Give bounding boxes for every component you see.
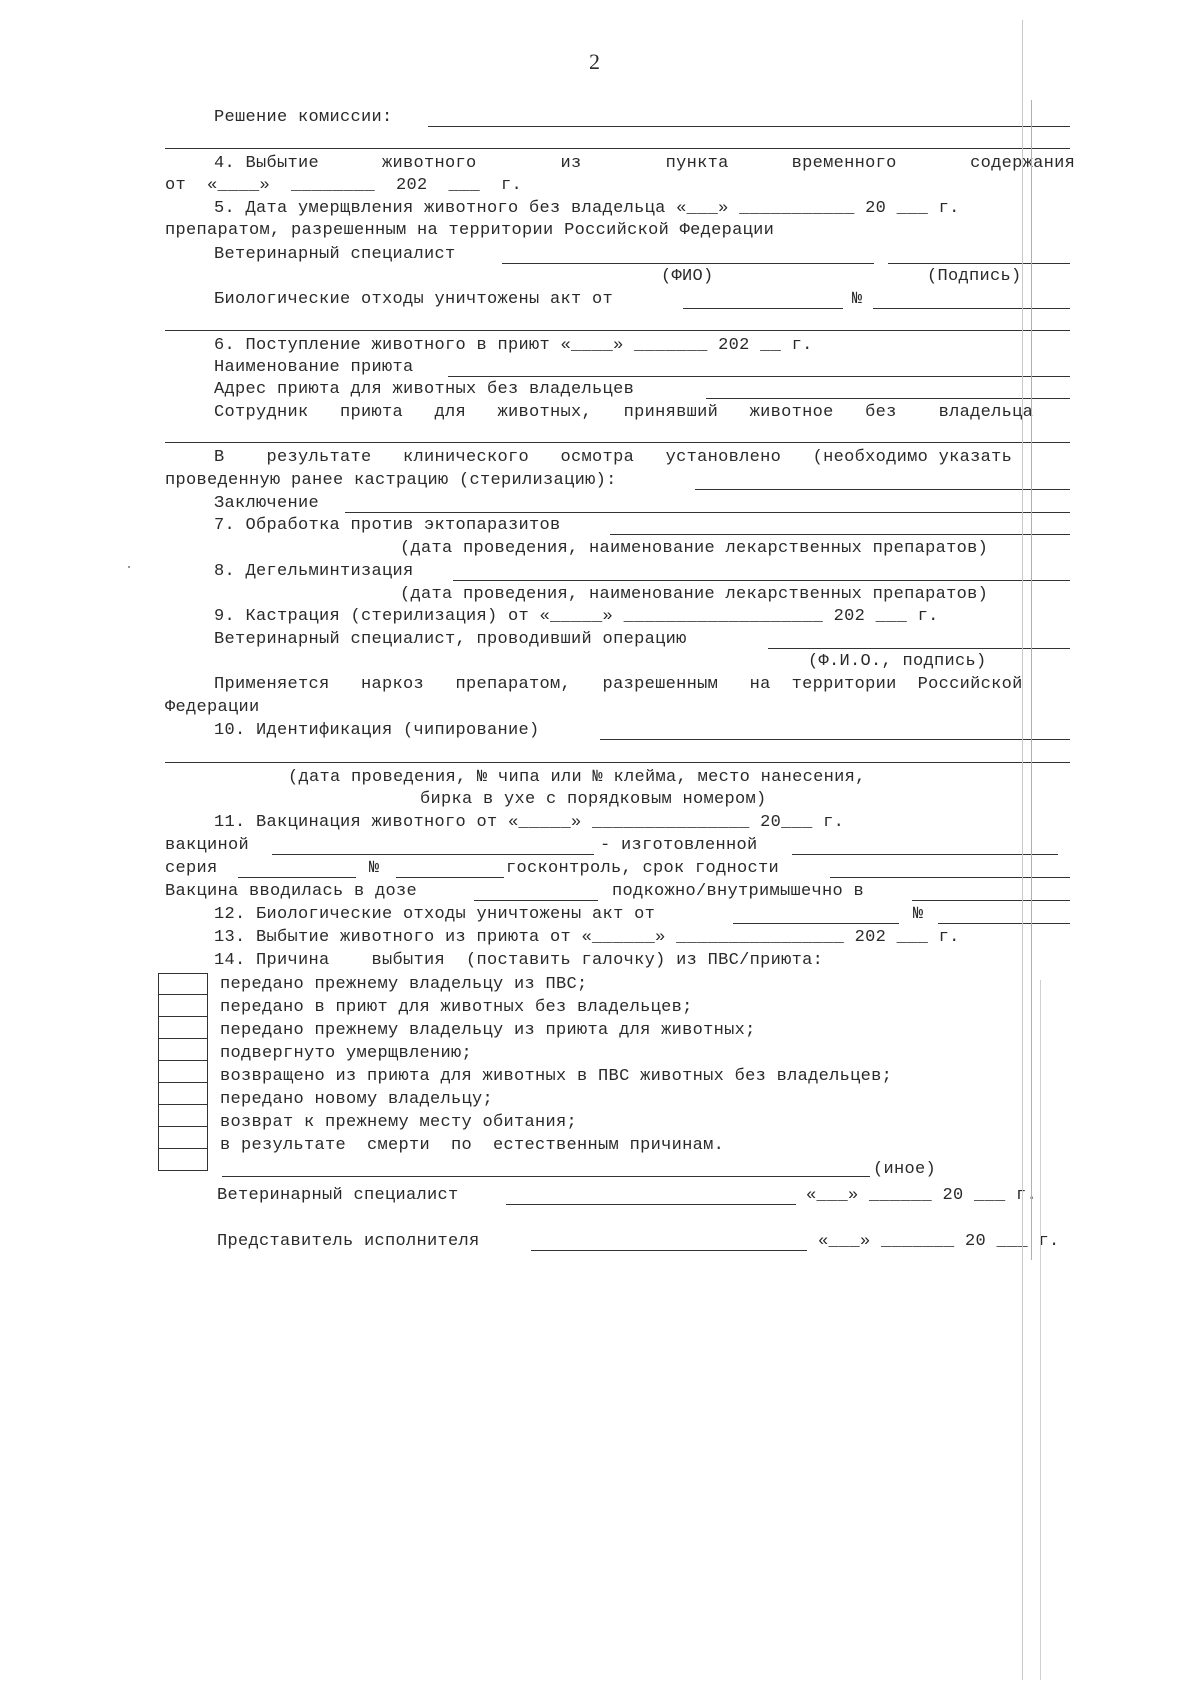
item11-vaccine-label: вакциной <box>165 836 250 855</box>
item7-field[interactable] <box>610 534 1070 535</box>
checkbox-option-3[interactable] <box>158 1017 208 1039</box>
page-number: 2 <box>589 49 601 74</box>
item8-field[interactable] <box>453 580 1070 581</box>
item7-caption: (дата проведения, наименование лекарственных препаратов) <box>400 539 989 558</box>
item5-bio-label: Биологические отходы уничтожены акт от <box>214 290 614 309</box>
scan-artifact-line <box>1031 100 1032 1260</box>
option-label-4: подвергнуто умерщвлению; <box>220 1044 473 1063</box>
checkbox-option-6[interactable] <box>158 1083 208 1105</box>
anesthesia-line2: Федерации <box>165 698 260 717</box>
sig-vet-field[interactable] <box>506 1204 796 1205</box>
item11-control-label: госконтроль, срок годности <box>506 859 780 878</box>
item10-field-line2[interactable] <box>165 762 1070 763</box>
item5-line1: 5. Дата умерщвления животного без владельца «___» ___________ 20 ___ г. <box>214 199 960 218</box>
section-divider <box>165 330 1070 331</box>
exam-conclusion-label: Заключение <box>214 494 320 513</box>
item11-series-field[interactable] <box>238 877 356 878</box>
exam-castration-field[interactable] <box>695 489 1070 490</box>
item5-vet-sign-field[interactable] <box>888 263 1070 264</box>
item5-vet-label: Ветеринарный специалист <box>214 245 456 264</box>
item10-field[interactable] <box>600 739 1070 740</box>
item11-line1: 11. Вакцинация животного от «_____» _______________ 20___ г. <box>214 813 845 832</box>
item6-shelter-address-field[interactable] <box>706 398 1070 399</box>
item10-caption1: (дата проведения, № чипа или № клейма, место нанесения, <box>288 768 866 787</box>
item5-bio-number-field[interactable] <box>873 308 1070 309</box>
other-reason-field[interactable] <box>222 1176 870 1177</box>
item11-route-label: подкожно/внутримышечно в <box>612 882 865 901</box>
item6-line1: 6. Поступление животного в приют «____» _______ 202 __ г. <box>214 336 813 355</box>
item6-shelter-address-label: Адрес приюта для животных без владельцев <box>214 380 635 399</box>
checkbox-option-1[interactable] <box>158 973 208 995</box>
item11-dose-label: Вакцина вводилась в дозе <box>165 882 418 901</box>
checkbox-option-2[interactable] <box>158 995 208 1017</box>
item5-bio-date-field[interactable] <box>683 308 843 309</box>
item13-line1: 13. Выбытие животного из приюта от «______» ________________ 202 ___ г. <box>214 928 960 947</box>
item6-employee-label: Сотрудник приюта для животных, принявший животное без владельца <box>214 403 1034 422</box>
item11-no-label: № <box>369 859 380 878</box>
exam-conclusion-field[interactable] <box>345 512 1070 513</box>
item8-caption: (дата проведения, наименование лекарственных препаратов) <box>400 585 989 604</box>
commission-field[interactable] <box>428 126 1070 127</box>
item10-caption2: бирка в ухе с порядковым номером) <box>420 790 767 809</box>
item11-route-field[interactable] <box>912 900 1070 901</box>
item11-made-label: - изготовленной <box>600 836 758 855</box>
option-label-7: возврат к прежнему месту обитания; <box>220 1113 578 1132</box>
option-label-8: в результате смерти по естественным причинам. <box>220 1136 725 1155</box>
option-label-3: передано прежнему владельцу из приюта для животных; <box>220 1021 756 1040</box>
scan-speck <box>128 566 130 568</box>
item4-line1: 4. Выбытие животного из пункта временного содержания <box>214 154 1076 173</box>
scan-artifact-line <box>1022 20 1023 1680</box>
item9-caption: (Ф.И.О., подпись) <box>808 652 987 671</box>
option-label-6: передано новому владельцу; <box>220 1090 494 1109</box>
item12-date-field[interactable] <box>733 923 899 924</box>
item11-vaccine-field[interactable] <box>272 854 594 855</box>
item4-line2: от «____» ________ 202 ___ г. <box>165 176 523 195</box>
other-caption: (иное) <box>873 1160 937 1179</box>
commission-field-line2[interactable] <box>165 148 1070 149</box>
sig-vet-date: «___» ______ 20 ___ г. <box>806 1186 1038 1205</box>
item6-shelter-name-field[interactable] <box>448 376 1070 377</box>
item5-sign-caption: (Подпись) <box>927 267 1022 286</box>
item11-number-field[interactable] <box>396 877 504 878</box>
item12-label: 12. Биологические отходы уничтожены акт от <box>214 905 656 924</box>
commission-label: Решение комиссии: <box>214 108 393 127</box>
sig-rep-label: Представитель исполнителя <box>217 1232 480 1251</box>
item8-label: 8. Дегельминтизация <box>214 562 414 581</box>
sig-rep-date: «___» _______ 20 ___ г. <box>818 1232 1060 1251</box>
checkbox-option-9[interactable] <box>158 1149 208 1171</box>
exam-line1: В результате клинического осмотра установлено (необходимо указать <box>214 448 1013 467</box>
item11-series-label: серия <box>165 859 218 878</box>
item11-expiry-field[interactable] <box>830 877 1070 878</box>
item12-number-field[interactable] <box>938 923 1070 924</box>
item9-vet-field[interactable] <box>768 648 1070 649</box>
checkbox-option-5[interactable] <box>158 1061 208 1083</box>
checkbox-option-8[interactable] <box>158 1127 208 1149</box>
item5-line2: препаратом, разрешенным на территории Российской Федерации <box>165 221 775 240</box>
item6-employee-field[interactable] <box>165 442 1070 443</box>
item11-dose-field[interactable] <box>474 900 598 901</box>
item9-line1: 9. Кастрация (стерилизация) от «_____» ___________________ 202 ___ г. <box>214 607 939 626</box>
checkbox-option-4[interactable] <box>158 1039 208 1061</box>
item6-shelter-name-label: Наименование приюта <box>214 358 414 377</box>
sig-vet-label: Ветеринарный специалист <box>217 1186 459 1205</box>
item14-label: 14. Причина выбытия (поставить галочку) из ПВС/приюта: <box>214 951 824 970</box>
option-label-2: передано в приют для животных без владельцев; <box>220 998 693 1017</box>
exam-line2: проведенную ранее кастрацию (стерилизацию): <box>165 471 617 490</box>
checkbox-option-7[interactable] <box>158 1105 208 1127</box>
item9-vet-label: Ветеринарный специалист, проводивший операцию <box>214 630 687 649</box>
item5-fio-caption: (ФИО) <box>661 267 714 286</box>
item7-label: 7. Обработка против эктопаразитов <box>214 516 561 535</box>
item12-no-sign: № <box>913 905 924 924</box>
anesthesia-line1: Применяется наркоз препаратом, разрешенным на территории Российской <box>214 675 1023 694</box>
scan-artifact-line <box>1040 980 1041 1680</box>
item10-label: 10. Идентификация (чипирование) <box>214 721 540 740</box>
sig-rep-field[interactable] <box>531 1250 807 1251</box>
option-label-5: возвращено из приюта для животных в ПВС животных без владельцев; <box>220 1067 893 1086</box>
item5-no-sign: № <box>852 290 863 309</box>
item11-manufacturer-field[interactable] <box>792 854 1058 855</box>
option-label-1: передано прежнему владельцу из ПВС; <box>220 975 588 994</box>
item5-vet-fio-field[interactable] <box>502 263 874 264</box>
